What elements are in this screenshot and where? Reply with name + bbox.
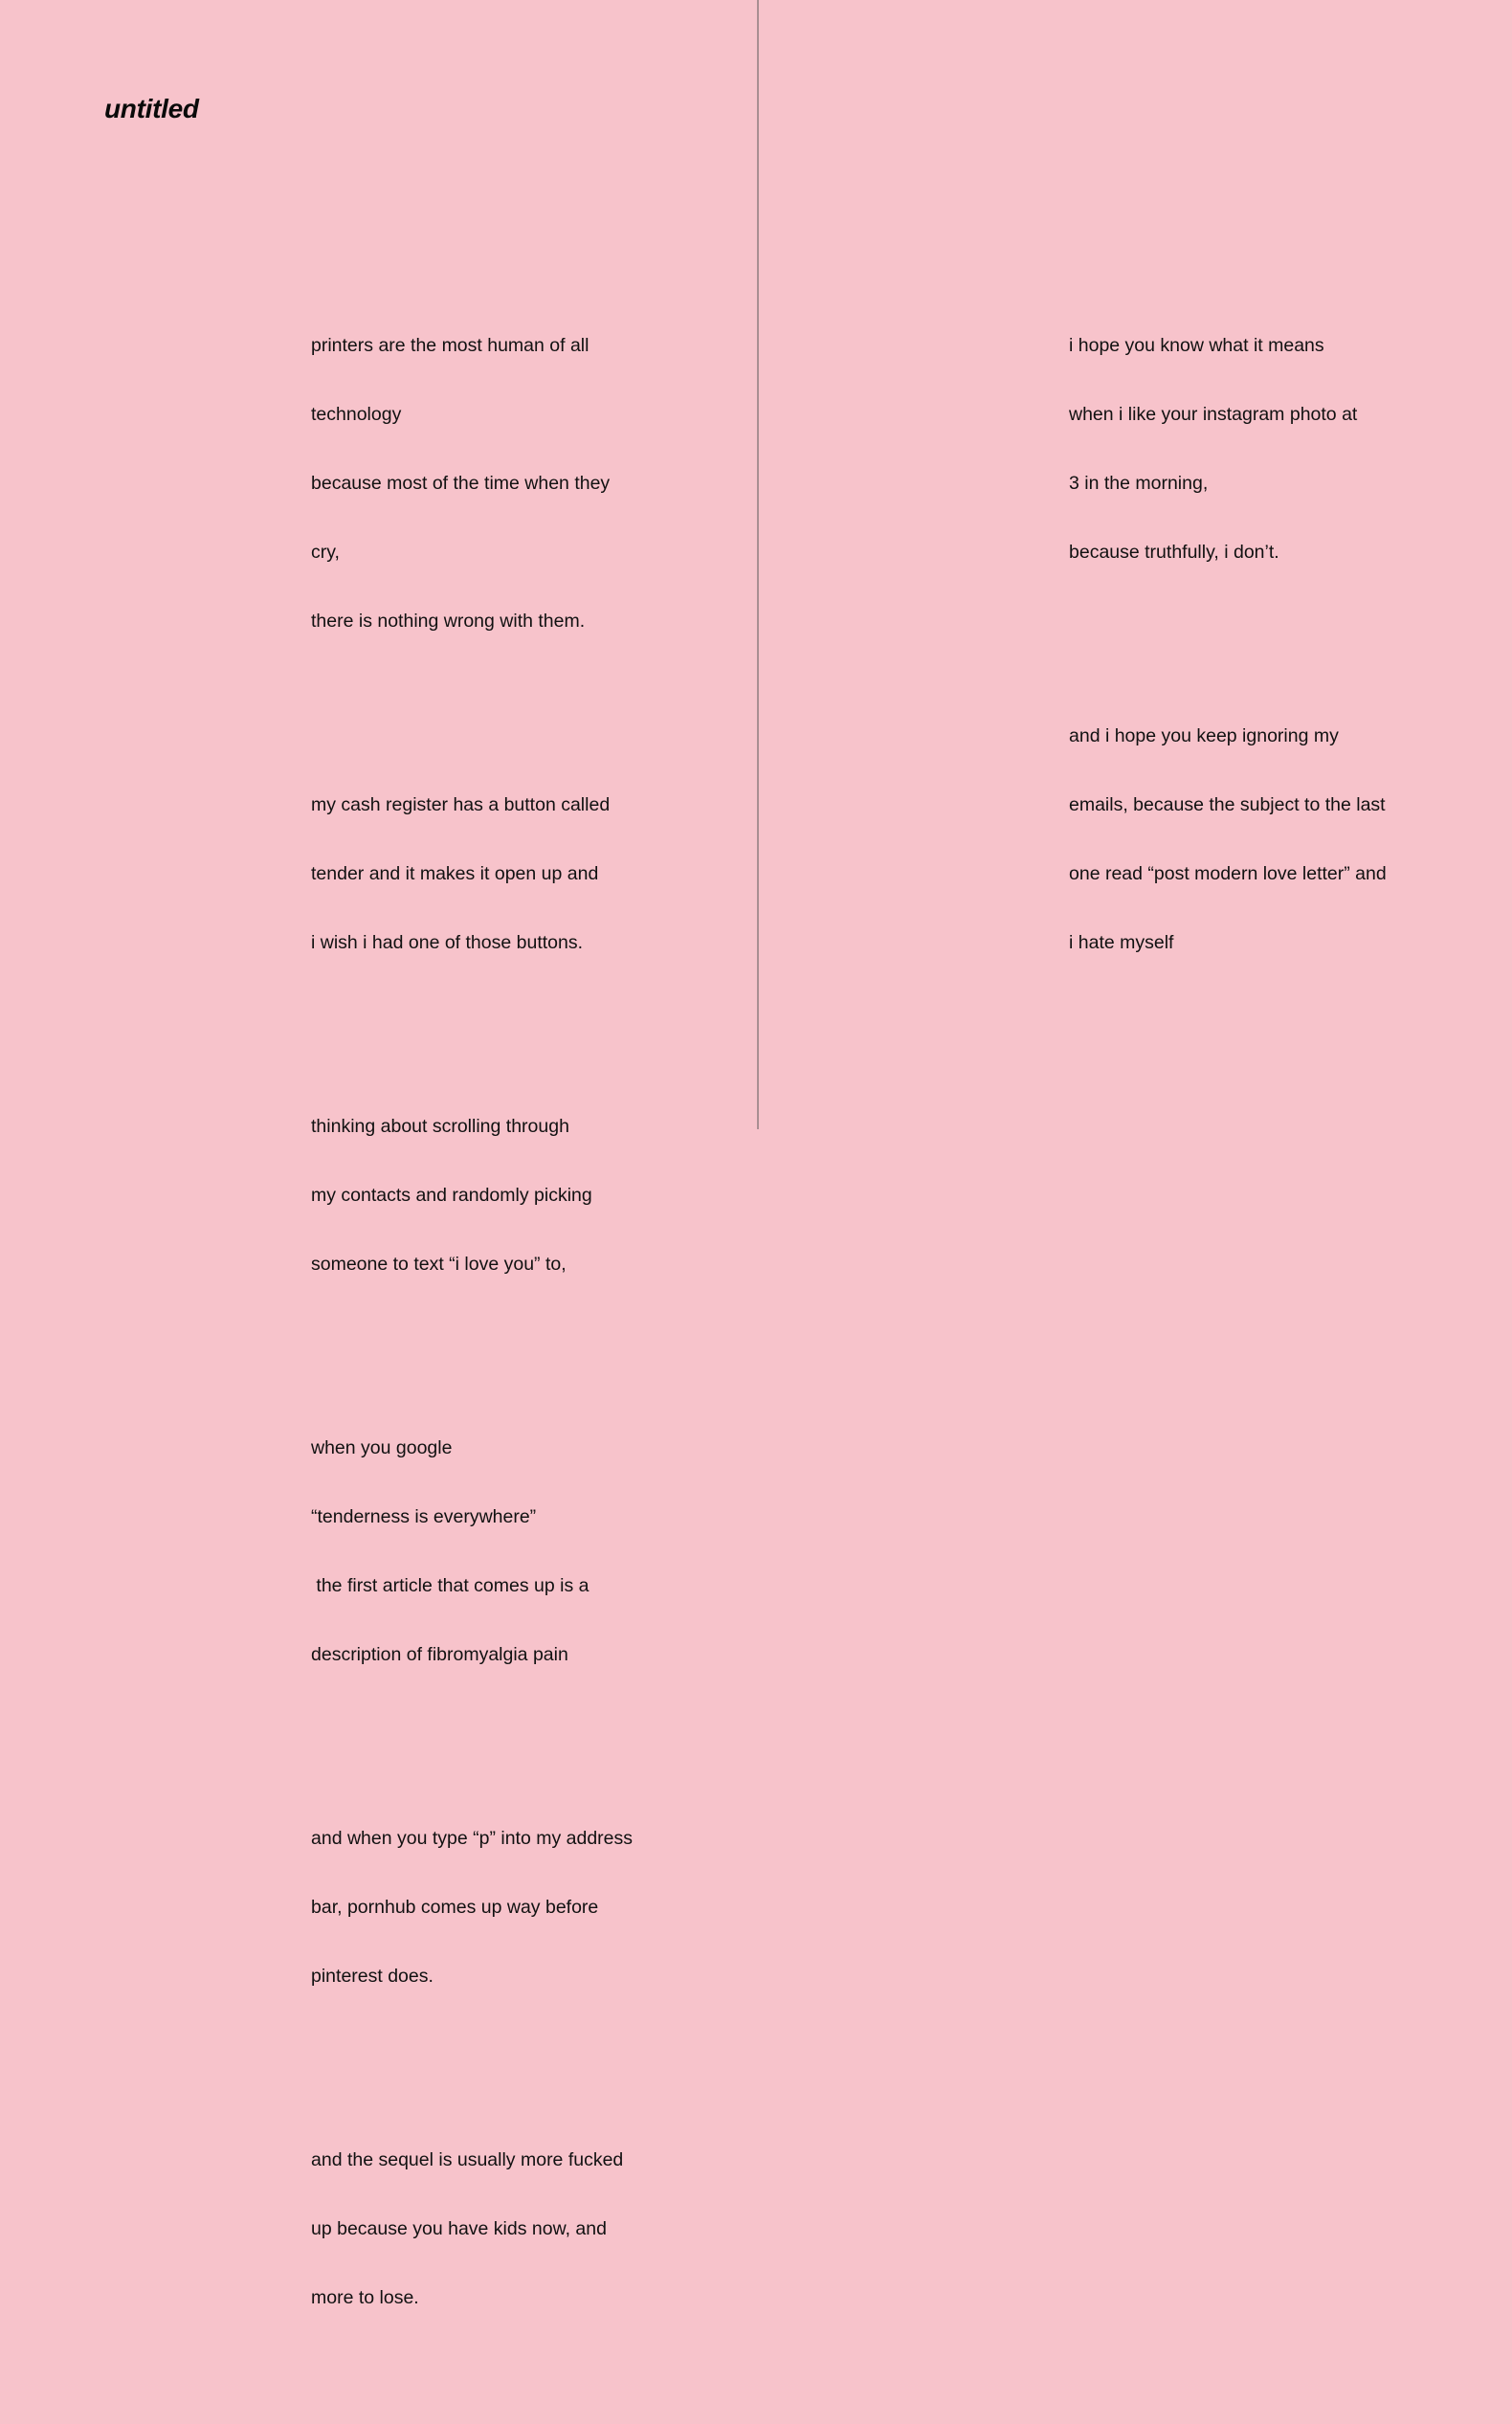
- poem-title: untitled: [104, 94, 199, 123]
- stanza: [311, 1390, 633, 1712]
- poem-line: and i hope you keep ignoring my: [1069, 725, 1339, 746]
- stanza: [311, 1781, 633, 2034]
- poem-line: tender and it makes it open up and: [311, 863, 599, 884]
- poem-line: printers are the most human of all: [311, 335, 589, 356]
- poem-line: i hate myself: [1069, 932, 1174, 953]
- poem-line: my cash register has a button called: [311, 794, 611, 815]
- poem-line: my contacts and randomly picking: [311, 1185, 592, 1206]
- stanza: [311, 747, 633, 1000]
- poem-line: one read “post modern love letter” and: [1069, 863, 1387, 884]
- stanza: [1069, 678, 1387, 1000]
- right-page: [759, 0, 1512, 1129]
- poem-line: and the sequel is usually more fucked: [311, 2149, 624, 2170]
- stanza: [311, 288, 633, 678]
- stanza: [311, 1069, 633, 1322]
- poem-line: technology: [311, 404, 402, 425]
- left-page: [0, 0, 758, 2308]
- poem-line: there is nothing wrong with them.: [311, 611, 586, 632]
- right-poem-body: [1069, 242, 1387, 1069]
- poem-line: bar, pornhub comes up way before: [311, 1897, 599, 1918]
- poem-line: when i like your instagram photo at: [1069, 404, 1358, 425]
- poem-line: 3 in the morning,: [1069, 473, 1209, 494]
- poem-line: when you google: [311, 1437, 453, 1458]
- poem-line: description of fibromyalgia pain: [311, 1644, 568, 1665]
- poem-line: up because you have kids now, and: [311, 2218, 607, 2239]
- poem-line: because most of the time when they: [311, 473, 611, 494]
- stanza: [1069, 288, 1387, 610]
- poem-line: i wish i had one of those buttons.: [311, 932, 584, 953]
- poem-line: and when you type “p” into my address: [311, 1828, 634, 1849]
- poem-line: pinterest does.: [311, 1966, 434, 1987]
- poem-line: emails, because the subject to the last: [1069, 794, 1386, 815]
- left-poem-body: [311, 242, 633, 2424]
- poem-line: thinking about scrolling through: [311, 1116, 569, 1137]
- poem-line: more to lose.: [311, 2287, 419, 2308]
- stanza: [311, 2102, 633, 2355]
- poem-line: “tenderness is everywhere”: [311, 1506, 537, 1527]
- poem-line: someone to text “i love you” to,: [311, 1254, 567, 1275]
- poem-line: because truthfully, i don’t.: [1069, 542, 1279, 563]
- poem-line: i hope you know what it means: [1069, 335, 1324, 356]
- poem-line: the first article that comes up is a: [311, 1575, 589, 1596]
- poem-line: cry,: [311, 542, 340, 563]
